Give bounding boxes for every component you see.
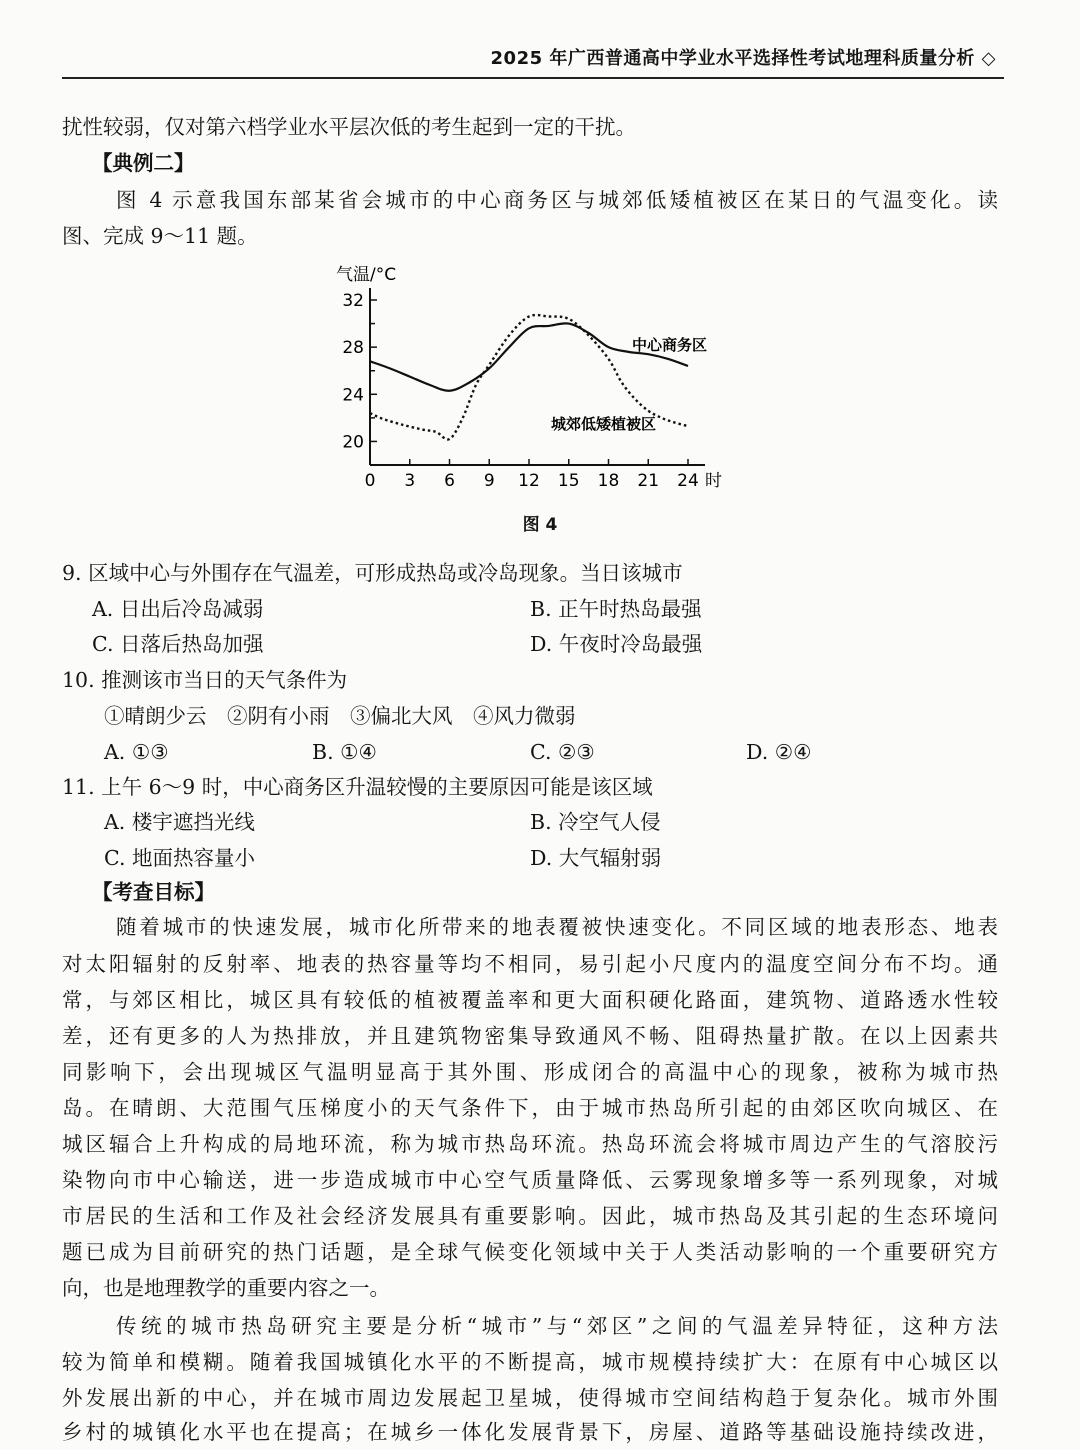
q10-items: ①晴朗少云 ②阴有小雨 ③偏北大风 ④风力微弱 [104, 704, 576, 728]
y-tick-label: 24 [342, 385, 364, 406]
figure-caption: 图 4 [522, 515, 558, 535]
body-line: 题已成为目前研究的热门话题，是全球气候变化领域中关于人类活动影响的一个重要研究方 [62, 1240, 998, 1264]
x-tick-label: 0 [364, 471, 376, 491]
q9-option-c: C. 日落后热岛加强 [92, 632, 264, 656]
y-tick-label: 32 [342, 291, 364, 311]
y-axis-title: 气温/°C [336, 265, 397, 285]
q9-option-d: D. 午夜时冷岛最强 [530, 632, 703, 656]
y-tick-label: 28 [342, 338, 364, 359]
objective-heading: 【考查目标】 [92, 880, 215, 904]
q9-stem: 9. 区域中心与外围存在气温差，可形成热岛或冷岛现象。当日该城市 [62, 561, 683, 585]
body-line: 传统的城市热岛研究主要是分析“城市”与“郊区”之间的气温差异特征，这种方法 [116, 1314, 998, 1338]
q10-stem: 10. 推测该市当日的天气条件为 [62, 668, 348, 692]
body-line: 岛。在晴朗、大范围气压梯度小的天气条件下，由于城市热岛所引起的由郊区吹向城区、在 [62, 1096, 998, 1120]
q11-option-c: C. 地面热容量小 [104, 846, 255, 870]
page-header: 2025 年广西普通高中学业水平选择性考试地理科质量分析 ◇ [490, 48, 996, 69]
stem-line-1: 图 4 示意我国东部某省会城市的中心商务区与城郊低矮植被区在某日的气温变化。读 [116, 188, 998, 212]
x-tick-label: 12 [518, 471, 540, 491]
body-line: 对太阳辐射的反射率、地表的热容量等均不相同，易引起小尺度内的温度空间分布不均。通 [62, 952, 998, 976]
q10-option-c: C. ②③ [530, 740, 595, 764]
series-label-suburb: 城郊低矮植被区 [551, 415, 657, 433]
series-label-cbd: 中心商务区 [632, 336, 708, 354]
body-line: 同影响下，会出现城区气温明显高于其外围、形成闭合的高温中心的现象，被称为城市热 [62, 1060, 998, 1084]
x-tick-label: 3 [404, 471, 416, 491]
body-line: 随着城市的快速发展，城市化所带来的地表覆被快速变化。不同区域的地表形态、地表 [116, 915, 998, 939]
x-tick-label: 21 [637, 471, 660, 491]
q10-option-a: A. ①③ [104, 740, 169, 764]
q11-stem: 11. 上午 6～9 时，中心商务区升温较慢的主要原因可能是该区域 [62, 775, 653, 799]
q10-option-b: B. ①④ [312, 740, 377, 764]
q10-option-d: D. ②④ [746, 740, 812, 764]
x-tick-label: 9 [483, 471, 495, 491]
intro-line: 扰性较弱，仅对第六档学业水平层次低的考生起到一定的干扰。 [62, 115, 636, 139]
x-tick-label: 18 [597, 471, 620, 491]
body-line: 外发展出新的中心，并在城市周边发展起卫星城，使得城市空间结构趋于复杂化。城市外围 [62, 1386, 998, 1410]
body-line: 向，也是地理教学的重要内容之一。 [62, 1276, 390, 1300]
body-line: 乡村的城镇化水平也在提高；在城乡一体化发展背景下，房屋、道路等基础设施持续改进， [62, 1420, 998, 1444]
x-tick-label: 6 [444, 471, 455, 491]
body-line: 染物向市中心输送，进一步造成城市中心空气质量降低、云雾现象增多等一系列现象，对城 [62, 1168, 998, 1192]
x-tick-label: 24 [677, 471, 699, 491]
x-tick-label: 15 [557, 471, 580, 491]
q9-option-a: A. 日出后冷岛减弱 [92, 597, 264, 621]
stem-line-2: 图、完成 9～11 题。 [62, 224, 258, 248]
body-line: 市居民的生活和工作及社会经济发展具有重要影响。因此，城市热岛及其引起的生态环境问 [62, 1204, 998, 1228]
q11-option-d: D. 大气辐射弱 [530, 846, 662, 870]
body-line: 常，与郊区相比，城区具有较低的植被覆盖率和更大面积硬化路面，建筑物、道路透水性较 [62, 988, 998, 1012]
body-line: 城区辐合上升构成的局地环流，称为城市热岛环流。热岛环流会将城市周边产生的气溶胶污 [62, 1132, 998, 1156]
example-heading: 【典例二】 [92, 151, 195, 175]
body-line: 较为简单和模糊。随着我国城镇化水平的不断提高，城市规模持续扩大：在原有中心城区以 [62, 1350, 998, 1374]
q9-option-b: B. 正午时热岛最强 [530, 597, 702, 621]
x-axis-title: 时 [705, 471, 722, 491]
series-cbd-line [370, 323, 688, 390]
body-line: 差，还有更多的人为热排放，并且建筑物密集导致通风不畅、阻碍热量扩散。在以上因素共 [62, 1024, 998, 1048]
temperature-chart [0, 0, 1080, 510]
y-tick-label: 20 [342, 432, 364, 453]
q11-option-b: B. 冷空气人侵 [530, 810, 661, 834]
q11-option-a: A. 楼宇遮挡光线 [104, 810, 255, 834]
